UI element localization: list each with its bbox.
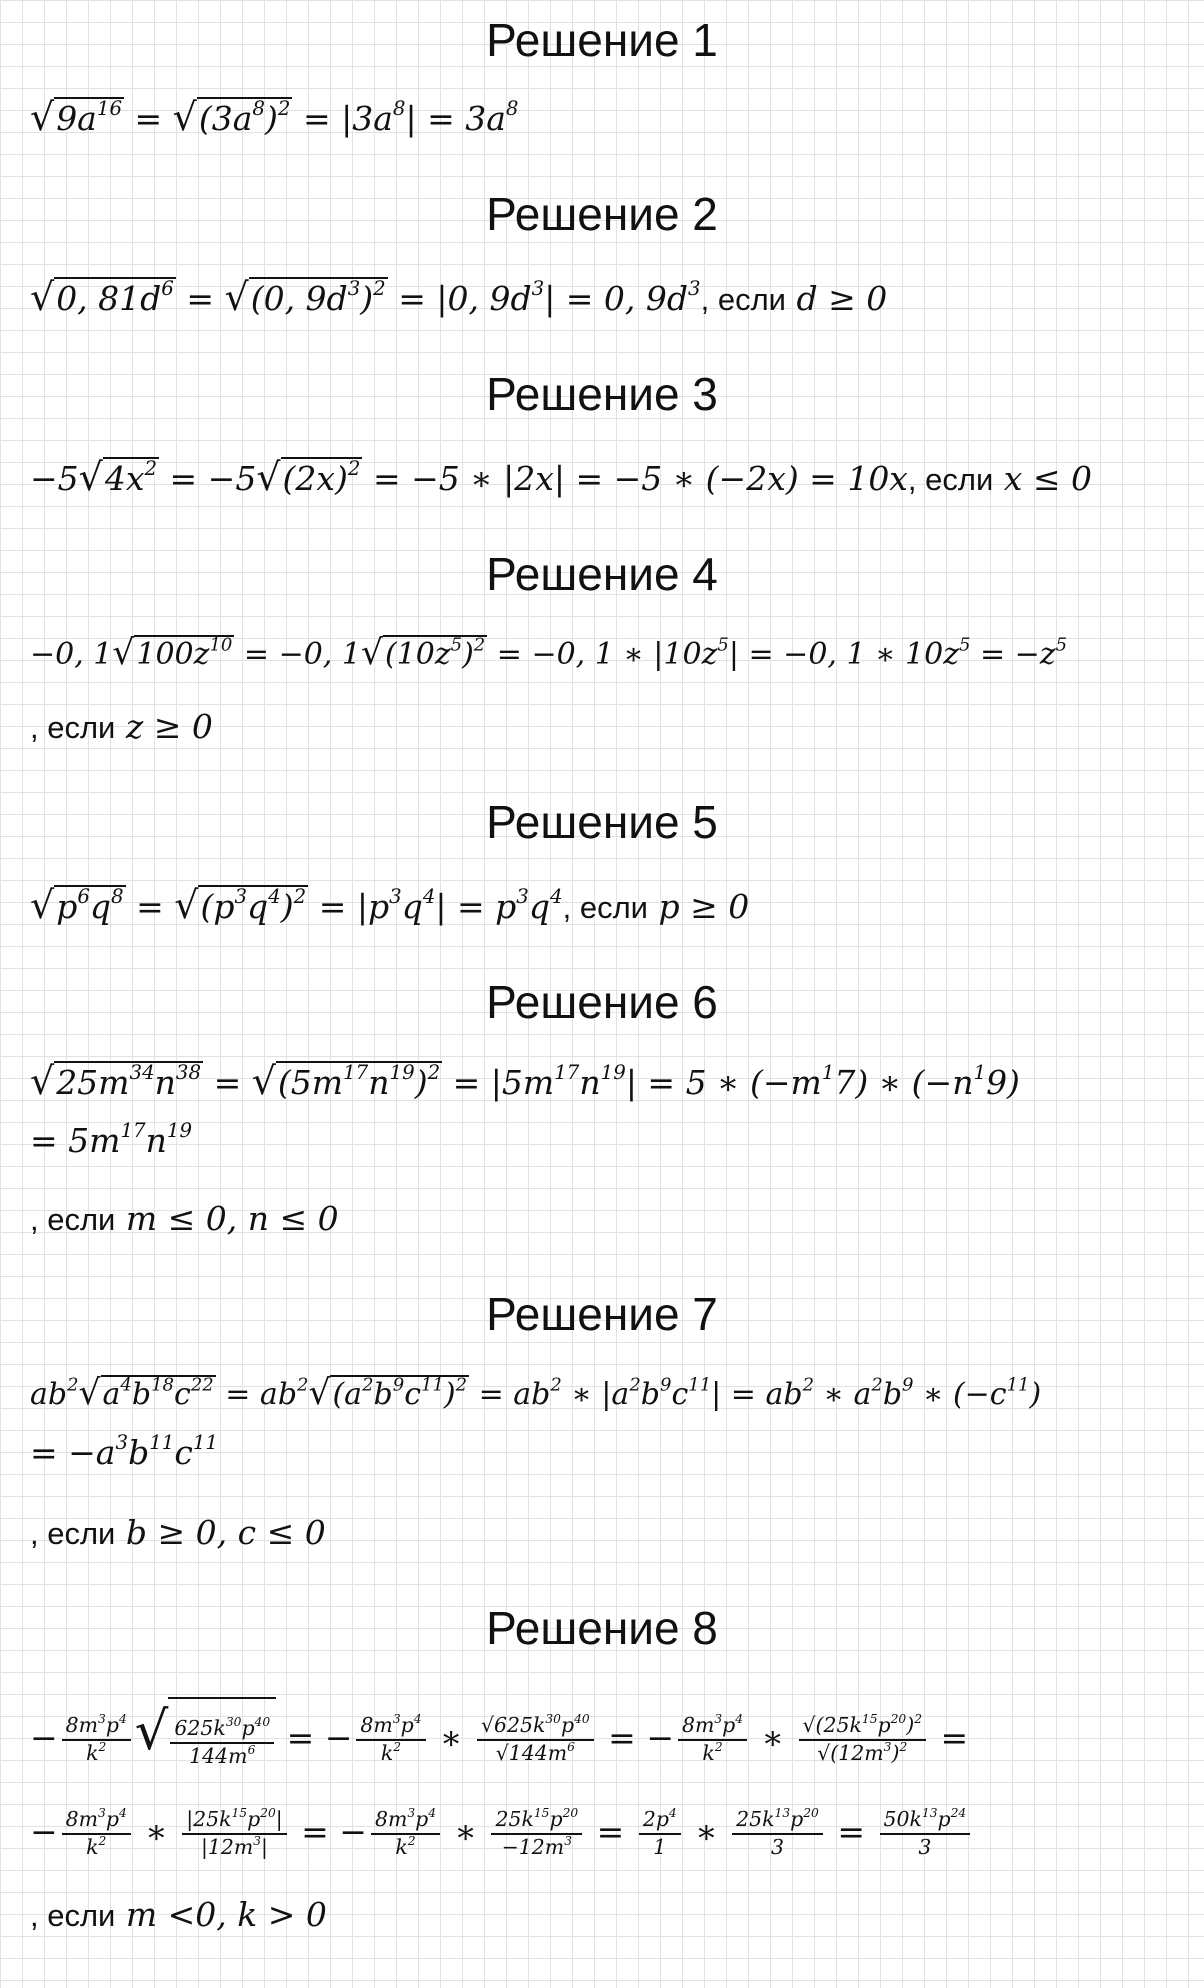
solution-3-title: Решение 3 xyxy=(486,368,718,420)
solution-2-title: Решение 2 xyxy=(486,188,718,240)
solution-8-condition: , если m <0, k > 0 xyxy=(30,1895,327,1934)
condition-label: , если xyxy=(30,1898,116,1933)
solution-7-formula-line1: $ab^2√a^4b^{18}c^{22} = ab^2√(a^2b^9c^{11})^2 = ab^2$ ∗ $|a^2b^9c^{11}| = ab^2$ ∗ $a^2b^9$ ∗ $(-c^{11})$ xyxy=(30,1373,1042,1413)
solution-7-title: Решение 7 xyxy=(486,1288,718,1340)
solution-7-condition: , если b ≥ 0, c ≤ 0 xyxy=(30,1513,326,1552)
solution-4-condition: , если z ≥ 0 xyxy=(30,707,213,746)
condition-label: , если xyxy=(30,710,116,745)
solution-6-condition: , если m ≤ 0, n ≤ 0 xyxy=(30,1199,339,1238)
solution-3-formula: $-5√4x^2 = -5√(2x)^2 = -5$ ∗ |2x| = −5 ∗ (−2x) = 10x, если x ≤ 0 xyxy=(30,455,1093,499)
solution-8-formula-line1: − $\frac{8m^3p^4}{k^2}$ √ $\frac{625k^{30}p^{40}}{144m^6}$ = − $\frac{8m^3p^4}{k^2}$ ∗ $\frac{√625k^{30}p^{40}}{√144m^6}$ = − $\frac{8m^3p^4}{k^2}$ ∗ $\frac{√(25k^{15}p^{20})^2}{√(12m^3)^2}$ = xyxy=(30,1690,1180,1783)
solution-5-title: Решение 5 xyxy=(486,796,718,848)
solution-4-title: Решение 4 xyxy=(486,548,718,600)
condition-label: , если xyxy=(700,282,786,317)
solution-2-formula: √0, $81d^6 = √(0$, $9d^3)^2 = |0$, $9d^3| = 0$, $9d^3$, если d ≥ 0 xyxy=(30,275,888,319)
solution-6-formula-line1: $√25m^{34}n^{38} = √(5m^{17}n^{19})^2 = |5m^{17}n^{19}| = 5$ ∗ $(-m^17)$ ∗ $(-n^19)$ xyxy=(30,1059,1020,1103)
solution-8-title: Решение 8 xyxy=(486,1602,718,1654)
condition-label: , если xyxy=(30,1516,116,1551)
condition-label: , если xyxy=(30,1202,116,1237)
solution-5-formula: $√p^6q^8 = √(p^3q^4)^2 = |p^3q^4| = p^3q^4$, если p ≥ 0 xyxy=(30,883,750,927)
solution-6-formula-line2: = $5m^{17}n^{19}$ xyxy=(30,1119,193,1160)
solution-7-formula-line2: = $-a^3b^{11}c^{11}$ xyxy=(30,1431,219,1472)
solution-1-title: Решение 1 xyxy=(486,14,718,66)
solution-8-formula-line2: − $\frac{8m^3p^4}{k^2}$ ∗ $\frac{|25k^{15}p^{20}|}{|12m^3|}$ = − $\frac{8m^3p^4}{k^2}$ ∗ $\frac{25k^{15}p^{20}}{-12m^3}$ = $\frac{2p^4}{1}$ ∗ $\frac{25k^{13}p^{20}}{3}$ = $\frac{50k^{13}p^{24}}{3}$ xyxy=(30,1790,1180,1874)
condition-label: , если xyxy=(907,462,994,497)
solution-1-formula: $√9a^{16} = √(3a^8)^2 = |3a^8| = 3a^8$ xyxy=(30,95,519,139)
solution-4-formula: −0, $1√100z^{10} = -0$, $1√(10z^5)^2 = -0$, 1 ∗ $|10z^5| = -0$, 1 ∗ $10z^5 = -z^5$ xyxy=(30,633,1068,673)
condition-label: , если xyxy=(562,890,648,925)
solution-6-title: Решение 6 xyxy=(486,976,718,1028)
